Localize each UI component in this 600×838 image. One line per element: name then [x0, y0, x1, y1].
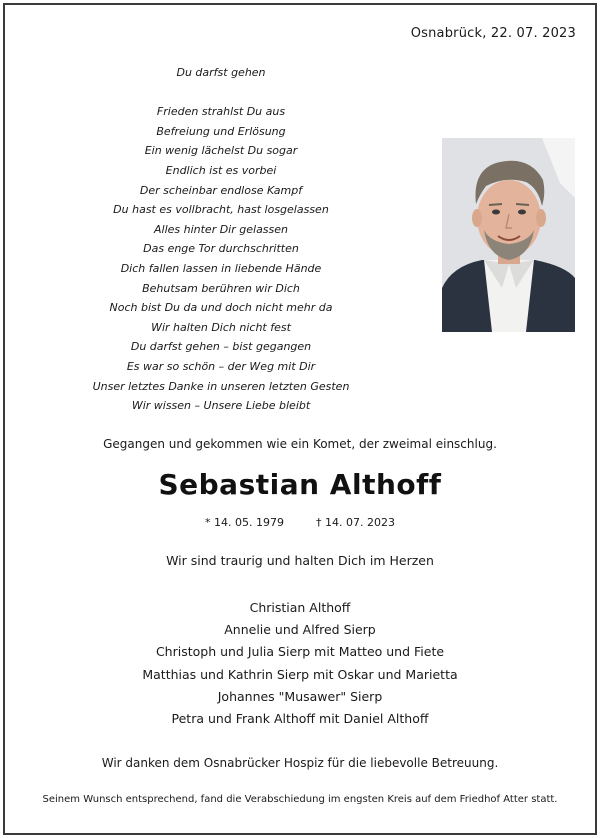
birth-date: * 14. 05. 1979 — [205, 516, 284, 529]
poem-line: Ein wenig lächelst Du sogar — [144, 144, 298, 158]
family-member: Christian Althoff — [249, 600, 351, 615]
poem-line: Noch bist Du da und doch nicht mehr da — [109, 301, 333, 315]
quote: Gegangen und gekommen wie ein Komet, der zweimal einschlug. — [103, 437, 497, 451]
deceased-name: Sebastian Althoff — [158, 468, 442, 501]
family-member: Annelie und Alfred Sierp — [224, 622, 376, 638]
poem-line: Dich fallen lassen in liebende Hände — [120, 261, 322, 275]
poem-line: Du hast es vollbracht, hast losgelassen — [113, 203, 329, 217]
family-member: Petra und Frank Althoff mit Daniel Althoff — [171, 711, 429, 727]
poem-line: Befreiung und Erlösung — [156, 124, 286, 138]
thanks-line: Wir danken dem Osnabrücker Hospiz für die liebevolle Betreuung. — [101, 756, 499, 770]
poem-line: Endlich ist es vorbei — [165, 163, 277, 177]
poem-line: Der scheinbar endlose Kampf — [139, 183, 303, 197]
farewell-note: Seinem Wunsch entsprechend, fand die Verabschiedung im engsten Kreis auf dem Friedhof Atter statt. — [42, 794, 558, 805]
family-member: Matthias und Kathrin Sierp mit Oskar und Marietta — [142, 666, 458, 682]
family-member: Johannes "Musawer" Sierp — [217, 688, 383, 704]
mourning-line: Wir sind traurig und halten Dich im Herzen — [166, 553, 434, 568]
poem-line: Du darfst gehen – bist gegangen — [130, 340, 312, 354]
family-member: Christoph und Julia Sierp mit Matteo und Fiete — [155, 644, 445, 660]
poem-line: Es war so schön – der Weg mit Dir — [126, 359, 316, 373]
poem-line: Behutsam berühren wir Dich — [142, 281, 300, 295]
poem-line: Unser letztes Danke in unseren letzten Gesten — [92, 379, 350, 393]
poem-line: Wir wissen – Unsere Liebe bleibt — [131, 399, 311, 413]
portrait-photo — [442, 138, 575, 332]
family-list — [0, 597, 600, 730]
poem — [90, 63, 352, 416]
poem-line: Das enge Tor durchschritten — [143, 242, 299, 256]
place-date: Osnabrück, 22. 07. 2023 — [410, 26, 576, 41]
portrait-illustration — [442, 138, 575, 332]
poem-line: Wir halten Dich nicht fest — [151, 320, 291, 334]
death-date: † 14. 07. 2023 — [316, 516, 395, 529]
poem-line: Alles hinter Dir gelassen — [153, 222, 289, 236]
poem-title: Du darfst gehen — [176, 66, 266, 79]
poem-line: Frieden strahlst Du aus — [156, 105, 286, 119]
